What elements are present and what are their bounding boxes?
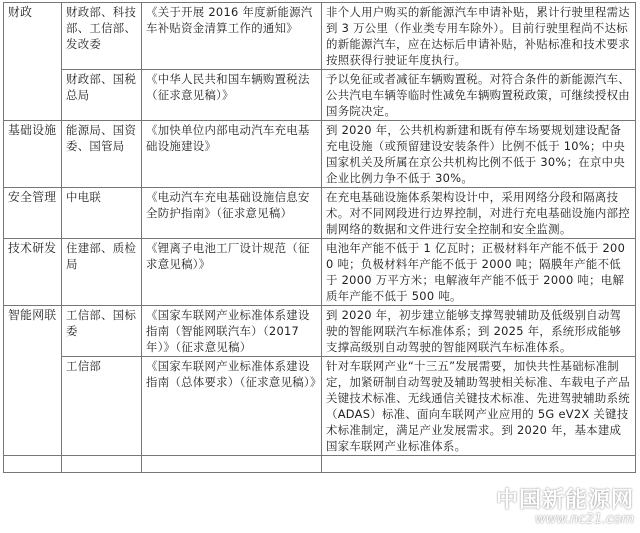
empty-cell — [322, 456, 636, 473]
table-row-empty — [4, 456, 636, 473]
category-cell: 技术研发 — [4, 239, 62, 306]
category-cell: 安全管理 — [4, 188, 62, 239]
content-cell: 针对车联网产业“十三五”发展需要，加快共性基础标准制定，加紧研制自动驾驶及辅助驾驶相关标准、车载电子产品关键技术标准、无线通信关键技术标准、先进驾驶辅助系统（ADAS）标准、面向车联网产业应用的 5G eV2X 关键技术标准制定，满足产业发展需求。到 2020 年，基本建成国家车联网产业标准体系。 — [322, 357, 636, 456]
table-row — [4, 3, 636, 70]
watermark-url: www.nc21.com — [534, 512, 634, 527]
table-row — [4, 306, 636, 357]
document-cell: 《国家车联网产业标准体系建设指南（总体要求）（征求意见稿）》 — [142, 357, 322, 456]
policy-table — [3, 2, 636, 473]
content-cell: 非个人用户购买的新能源汽车申请补贴，累计行驶里程需达到 3 万公里（作业类专用车除外）。目前行驶里程尚不达标的新能源汽车，应在达标后申请补贴，补贴标准和技术要求按照获得行驶证年度执行。 — [322, 3, 636, 70]
department-cell: 能源局、国资委、国管局 — [62, 121, 142, 188]
document-cell: 《锂离子电池工厂设计规范（征求意见稿）》 — [142, 239, 322, 306]
department-cell: 工信部 — [62, 357, 142, 456]
document-cell: 《关于开展 2016 年度新能源汽车补贴资金清算工作的通知》 — [142, 3, 322, 70]
watermark — [496, 483, 634, 527]
document-cell: 《国家车联网产业标准体系建设指南（智能网联汽车）（2017 年）》（征求意见稿） — [142, 306, 322, 357]
content-cell: 予以免征或者减征车辆购置税。对符合条件的新能源汽车、公共汽电车辆等临时性减免车辆购置税政策，可继续授权由国务院决定。 — [322, 70, 636, 121]
empty-cell — [142, 456, 322, 473]
table-row — [4, 70, 636, 121]
table-row — [4, 239, 636, 306]
department-cell: 财政部、科技部、工信部、发改委 — [62, 3, 142, 70]
category-cell: 智能网联 — [4, 306, 62, 456]
document-cell: 《加快单位内部电动汽车充电基础设施建设》 — [142, 121, 322, 188]
document-cell: 《中华人民共和国车辆购置税法（征求意见稿）》 — [142, 70, 322, 121]
document-cell: 《电动汽车充电基础设施信息安全防护指南》（征求意见稿） — [142, 188, 322, 239]
category-cell: 基础设施 — [4, 121, 62, 188]
department-cell: 住建部、质检局 — [62, 239, 142, 306]
content-cell: 电池年产能不低于 1 亿瓦时；正极材料年产能不低于 2000 吨；负极材料年产能不低于 2000 吨；隔膜年产能不低于 2000 万平方米；电解液年产能不低于 2000 吨；电解质年产能不低于 500 吨。 — [322, 239, 636, 306]
department-cell: 财政部、国税总局 — [62, 70, 142, 121]
empty-cell — [4, 456, 62, 473]
table-row — [4, 357, 636, 456]
department-cell: 工信部、国标委 — [62, 306, 142, 357]
content-cell: 到 2020 年，初步建立能够支撑驾驶辅助及低级别自动驾驶的智能网联汽车标准体系；到 2025 年，系统形成能够支撑高级别自动驾驶的智能网联汽车标准体系。 — [322, 306, 636, 357]
category-cell: 财政 — [4, 3, 62, 121]
content-cell: 在充电基础设施体系架构设计中，采用网络分段和隔离技术。对不同网段进行边界控制，对进行充电基础设施内部控制网络的数据和文件进行安全控制和安全监测。 — [322, 188, 636, 239]
table-row — [4, 188, 636, 239]
table-row — [4, 121, 636, 188]
empty-cell — [62, 456, 142, 473]
watermark-name: 中国新能源网 — [495, 488, 634, 513]
department-cell: 中电联 — [62, 188, 142, 239]
content-cell: 到 2020 年，公共机构新建和既有停车场要规划建设配备充电设施（或预留建设安装条件）比例不低于 10%；中央国家机关及所属在京公共机构比例不低于 30%；在京中央企业比例力争不低于 30%。 — [322, 121, 636, 188]
